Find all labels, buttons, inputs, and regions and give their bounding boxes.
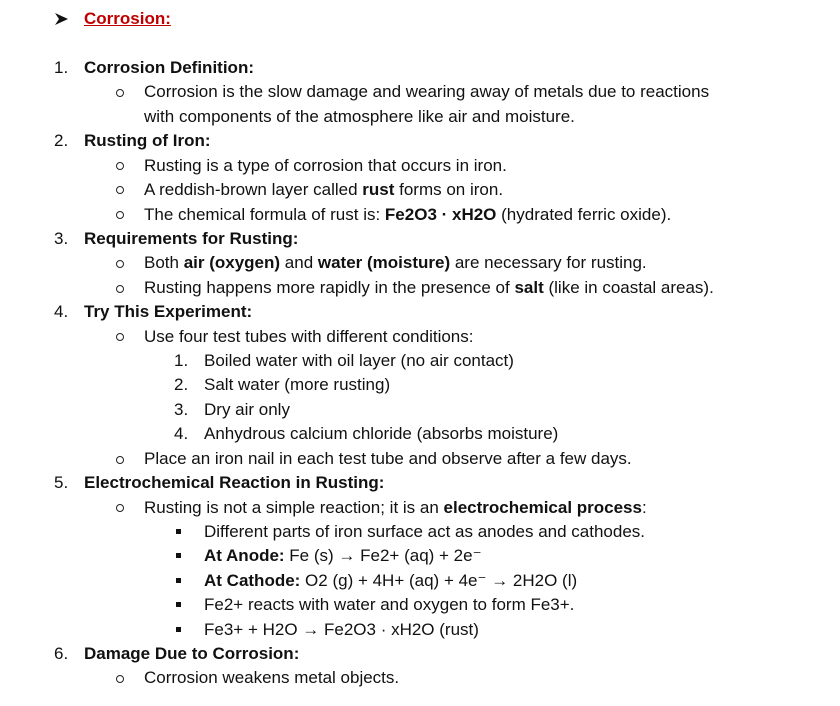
- arrowhead-bullet-icon: [54, 8, 70, 30]
- s4-sub-item-2: 2. Salt water (more rusting): [174, 375, 391, 394]
- s5-sub-1: Different parts of iron surface act as anodes and cathodes.: [204, 522, 646, 541]
- s3-bullet-1: Both air (oxygen) and water (moisture) are necessary for rusting.: [144, 253, 647, 272]
- s2-bullet-1: Rusting is a type of corrosion that occurs in iron.: [144, 156, 507, 175]
- s5-bullet-1: Rusting is not a simple reaction; it is an electrochemical process:: [144, 498, 647, 517]
- square-bullet-icon: [176, 627, 181, 632]
- circle-bullet-icon: [116, 89, 124, 97]
- circle-bullet-icon: [116, 260, 124, 268]
- s4-sub-item-4: 4. Anhydrous calcium chloride (absorbs moisture): [174, 424, 559, 443]
- circle-bullet-icon: [116, 285, 124, 293]
- s2-bullet-2: A reddish-brown layer called rust forms on iron.: [144, 180, 504, 199]
- circle-bullet-icon: [116, 162, 124, 170]
- section-heading-4: 4. Try This Experiment:: [54, 302, 253, 321]
- s1-bullet-line-2: with components of the atmosphere like air and moisture.: [144, 107, 575, 126]
- s5-sub-2: At Anode: Fe (s) → Fe2+ (aq) + 2e⁻: [204, 546, 482, 565]
- circle-bullet-icon: [116, 675, 124, 683]
- page-title: Corrosion:: [84, 9, 171, 28]
- circle-bullet-icon: [116, 504, 124, 512]
- circle-bullet-icon: [116, 186, 124, 194]
- square-bullet-icon: [176, 602, 181, 607]
- circle-bullet-icon: [116, 456, 124, 464]
- square-bullet-icon: [176, 553, 181, 558]
- s4-bullet-2: Place an iron nail in each test tube and observe after a few days.: [144, 449, 632, 468]
- s5-sub-4: Fe2+ reacts with water and oxygen to form Fe3+.: [204, 595, 575, 614]
- s4-bullet-1: Use four test tubes with different conditions:: [144, 327, 474, 346]
- section-heading-2: 2. Rusting of Iron:: [54, 131, 211, 150]
- section-heading-1: 1. Corrosion Definition:: [54, 58, 254, 77]
- s4-sub-item-3: 3. Dry air only: [174, 400, 290, 419]
- s4-sub-item-1: 1. Boiled water with oil layer (no air contact): [174, 351, 514, 370]
- section-heading-6: 6. Damage Due to Corrosion:: [54, 644, 300, 663]
- s6-bullet-1: Corrosion weakens metal objects.: [144, 668, 400, 687]
- s2-bullet-3: The chemical formula of rust is: Fe2O3 · xH2O (hydrated ferric oxide).: [144, 205, 672, 224]
- s5-sub-5: Fe3+ + H2O → Fe2O3 · xH2O (rust): [204, 620, 479, 639]
- circle-bullet-icon: [116, 211, 124, 219]
- s3-bullet-2: Rusting happens more rapidly in the presence of salt (like in coastal areas).: [144, 278, 714, 297]
- square-bullet-icon: [176, 529, 181, 534]
- circle-bullet-icon: [116, 333, 124, 341]
- s5-sub-3: At Cathode: O2 (g) + 4H+ (aq) + 4e⁻ → 2H2O (l): [204, 571, 578, 590]
- section-heading-5: 5. Electrochemical Reaction in Rusting:: [54, 473, 385, 492]
- section-heading-3: 3. Requirements for Rusting:: [54, 229, 299, 248]
- square-bullet-icon: [176, 578, 181, 583]
- s1-bullet-line-1: Corrosion is the slow damage and wearing away of metals due to reactions: [144, 82, 710, 101]
